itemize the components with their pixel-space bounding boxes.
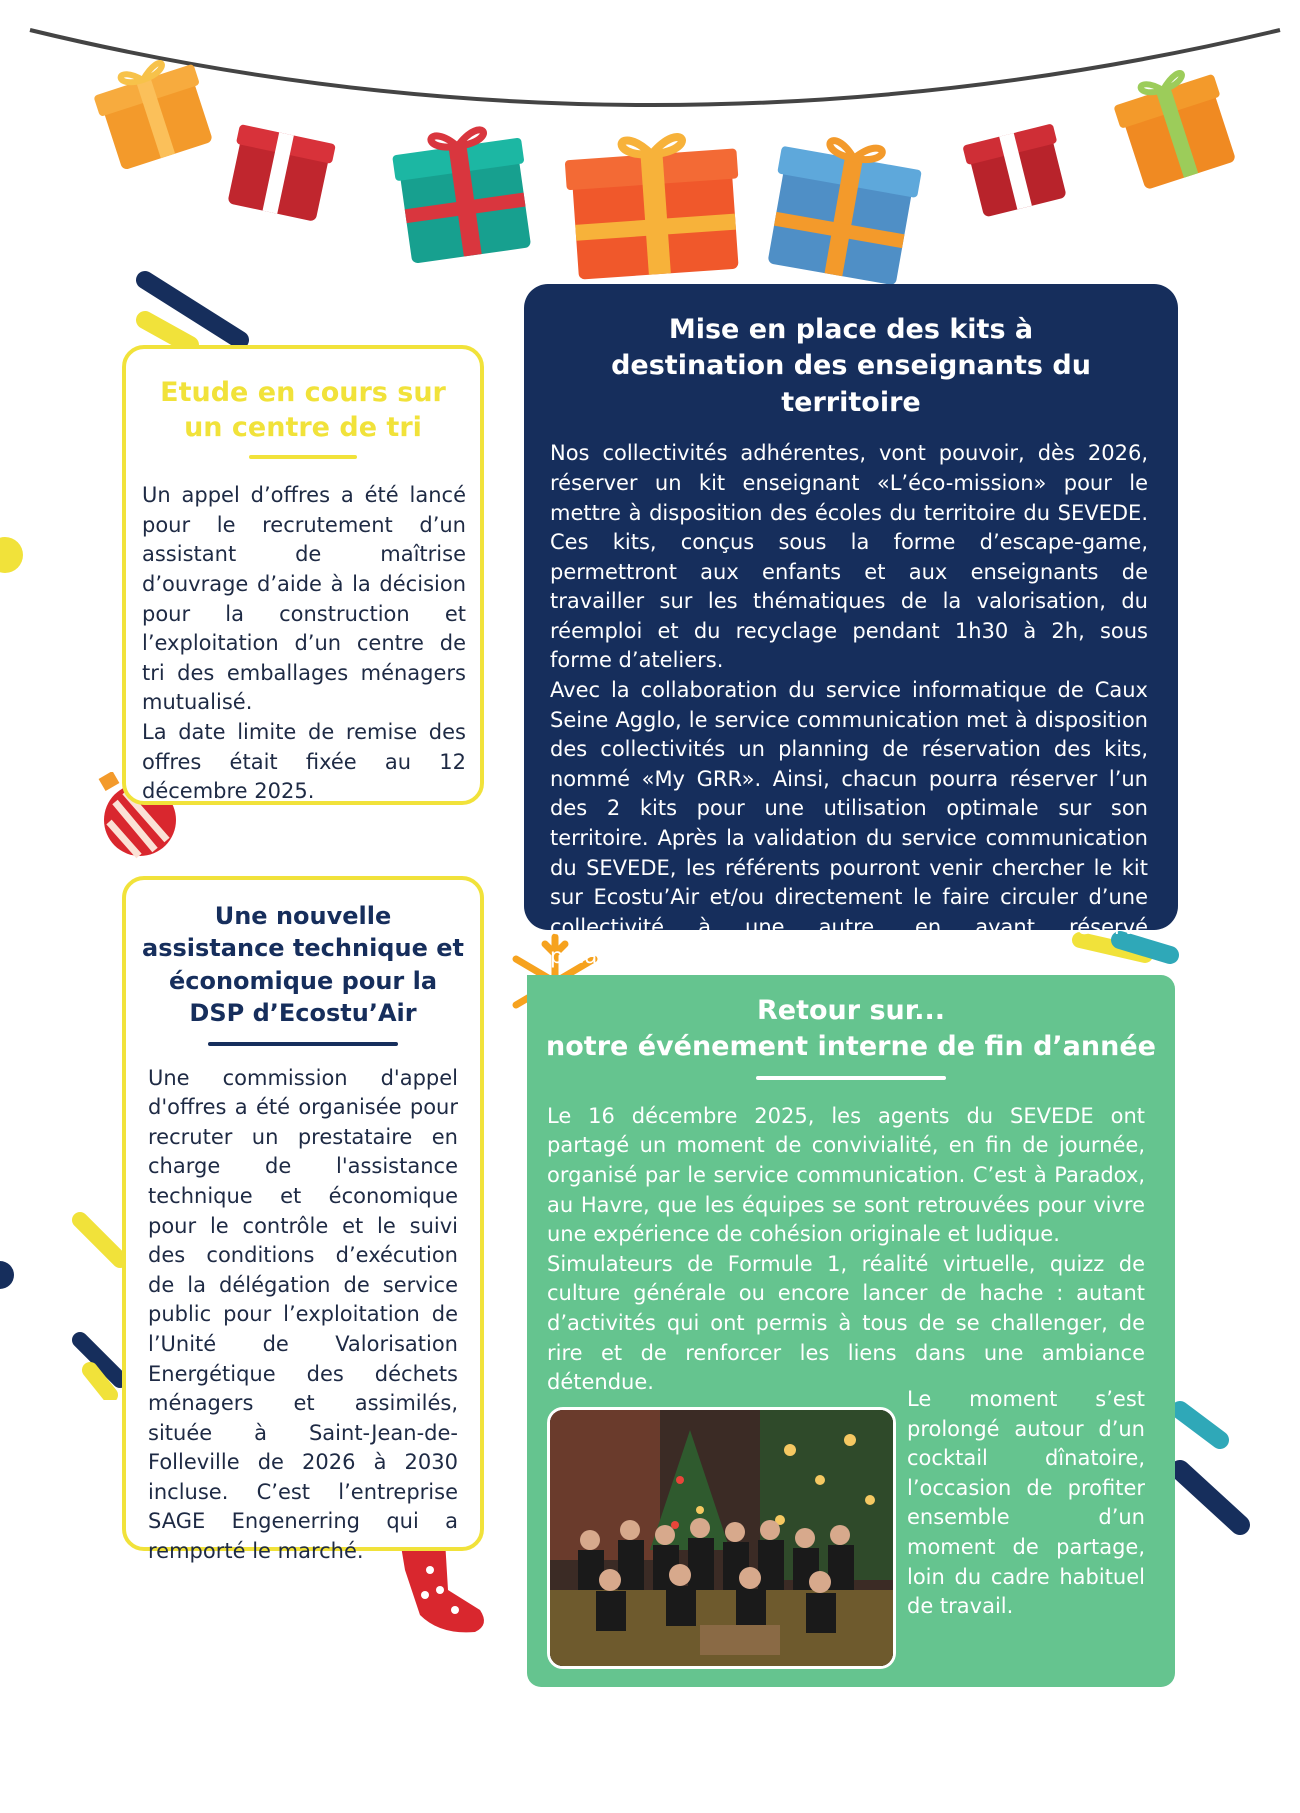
group-photo-icon bbox=[550, 1410, 893, 1666]
stripe-decoration bbox=[130, 265, 260, 355]
card-evenement bbox=[527, 975, 1175, 1687]
title-line: Retour sur... bbox=[756, 995, 946, 1026]
card-title: Une nouvelle assistance technique et économique pour la DSP d’Ecostu’Air bbox=[142, 902, 464, 1028]
garland-decoration bbox=[0, 0, 1300, 300]
card-title: Mise en place des kits à destination des enseignants du territoire bbox=[611, 314, 1091, 418]
stripe-decoration bbox=[0, 530, 30, 590]
gift-icon bbox=[90, 53, 218, 172]
card-title: Etude en cours sur un centre de tri bbox=[160, 377, 446, 444]
card-kits-enseignants bbox=[524, 284, 1178, 969]
group-photo bbox=[547, 1407, 896, 1669]
card-centre-tri bbox=[122, 345, 484, 805]
gift-icon bbox=[762, 132, 925, 287]
gift-icon bbox=[223, 124, 335, 223]
paragraph: Nos collectivités adhérentes, vont pouvoir, dès 2026, réserver un kit enseignant «L’éco-mission» pour le mettre à disposition des écoles du territoire du SEVEDE. Ces kits, conçus sous la forme d’escape-game, permettront aux enfants et aux enseignants de travailler sur les thématiques de la valorisation, du réemploi et du recyclage pendant 1h30 à 2h, sous forme d’ateliers. bbox=[550, 441, 1148, 673]
stripe-decoration bbox=[1170, 1400, 1260, 1550]
paragraph: Une commission d'appel d'offres a été organisée pour recruter un prestataire en charge de l'assistance technique et économique pour le contrôle et le suivi des conditions d’exécution de la délégation de service public pour l’exploitation de l’Unité de Valorisation Energétique des déchets ménagers et assimilés, située à Saint-Jean-de-Folleville de 2026 à 2030 incluse. C’est l’entreprise SAGE Engenerring qui a remporté le marché. bbox=[148, 1065, 458, 1564]
gift-icon bbox=[390, 124, 536, 264]
stripe-decoration bbox=[0, 1250, 20, 1300]
paragraph: Le 16 décembre 2025, les agents du SEVEDE ont partagé un moment de convivialité, en fin de journée, organisé par le service communication. C’est à Paradox, au Havre, que les équipes se sont retrouvées pour vivre une expérience de cohésion originale et ludique. bbox=[547, 1103, 1145, 1247]
title-line: notre événement interne de fin d’année bbox=[546, 1031, 1156, 1063]
gift-icon bbox=[1110, 63, 1241, 192]
card-title bbox=[537, 993, 1165, 1066]
paragraph: Simulateurs de Formule 1, réalité virtuelle, quizz de culture générale ou encore lancer de hache : autant d’activités qui ont permis à tous de se challenger, de rire et de renforcer les liens dans une ambiance détendue. bbox=[547, 1251, 1145, 1395]
gift-icon bbox=[564, 133, 745, 280]
paragraph: Un appel d’offres a été lancé pour le recrutement d’un assistant de maîtrise d’ouvrage d’aide à la décision pour la construction et l’exploitation d’un centre de tri des emballages ménagers mutualisé. bbox=[142, 483, 466, 715]
gift-icon bbox=[962, 123, 1070, 218]
paragraph: Avec la collaboration du service informatique de Caux Seine Agglo, le service communication met à disposition des collectivités un planning de réservation des kits, nommé «My GRR». Ainsi, chacun pourra réserver l’un des 2 kits pour une utilisation optimale sur son territoire. Après la validation du service communication du SEVEDE, les référents pourront venir chercher le kit sur Ecostu’Air et/ou directement le faire circuler d’une collectivité à une autre, en ayant réservé préalablement. bbox=[550, 678, 1148, 969]
side-paragraph: Le moment s’est prolongé autour d’un cocktail dînatoire, l’occasion de profiter ensemble d’un moment de partage, loin du cadre habituel de travail. bbox=[907, 1387, 1145, 1619]
card-assistance bbox=[122, 876, 484, 1564]
paragraph: La date limite de remise des offres était fixée au 12 décembre 2025. bbox=[142, 719, 466, 804]
